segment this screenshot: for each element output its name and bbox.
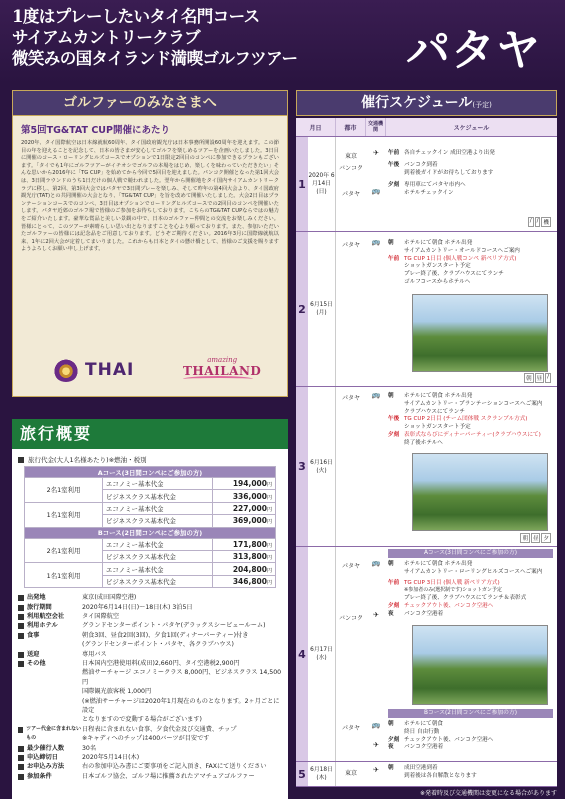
info-row xyxy=(18,593,282,602)
airplane-icon: ✈ xyxy=(373,149,379,157)
meal-indicators: 朝 昼 夕 xyxy=(520,533,551,543)
info-key: 旅行期間 xyxy=(18,603,82,612)
bullet-square-icon xyxy=(18,605,24,611)
info-key: 送迎 xyxy=(18,650,82,659)
price-caption-text: 旅行代金(大人1名様あたり)※燃油・税別 xyxy=(28,456,147,464)
sponsor-logos xyxy=(13,356,287,388)
greeting-subheading: 第5回TG&TAT CUP開催にあたり xyxy=(21,125,170,136)
title-line-3: 微笑みの国タイランド満喫ゴルフツアー xyxy=(12,49,298,68)
schedule-line: 朝 ホテルにて朝食 ホテル出発 xyxy=(388,561,473,567)
right-column xyxy=(296,90,557,787)
schedule-heading-text: 催行スケジュール xyxy=(361,95,473,111)
schedule-line: 午後 TG CUP 2日目 (チーム団体戦 スクランブル方式) xyxy=(388,416,528,423)
info-row xyxy=(18,744,282,753)
info-row xyxy=(18,725,282,744)
city-tokyo: 東京 xyxy=(344,770,357,777)
info-key: 申込締切日 xyxy=(18,753,82,762)
price-amount: 369,000円 xyxy=(213,515,276,527)
info-value: 右の参加申込み書にご要事項をご記入頂き、FAXにて送りください xyxy=(82,763,267,771)
city-pattaya: パタヤ xyxy=(341,563,360,570)
day-schedule xyxy=(388,150,553,198)
schedule-line: サイアムカントリー・オールドコースへご案内 xyxy=(404,247,520,254)
day-date: 6月18日 (木) xyxy=(308,762,336,786)
bus-icon: 🚌 xyxy=(371,391,381,399)
bus-icon: 🚌 xyxy=(371,187,381,195)
info-key: お申込み方法 xyxy=(18,762,82,771)
price-amount: 313,800円 xyxy=(213,550,276,562)
meal-indicators: 朝 昼 / xyxy=(526,374,549,382)
day-schedule xyxy=(388,765,553,781)
bullet-square-icon xyxy=(18,652,24,658)
info-value: 日程表に含まれない食事、夕食代金及び交通費、チップ ※キャディへのチップは400バーツが目安です xyxy=(82,725,237,743)
col-city: 都市 xyxy=(336,118,366,136)
day-row-5 xyxy=(296,761,557,787)
amazing-thailand-text: THAILAND xyxy=(183,364,262,378)
schedule-line: 到着後は各自解散となります xyxy=(404,772,477,779)
seat-class: ビジネスクラス基本代金 xyxy=(103,515,213,527)
info-value: グランドセンターポイント・パタヤ(デラックスシービュールーム) xyxy=(82,622,266,630)
price-row xyxy=(25,502,276,514)
bullet-square-icon xyxy=(18,661,24,667)
info-row xyxy=(18,753,282,762)
info-value: 朝食3回、昼食2回(3回)、夕食1回(ディナーパーティー)付き (グランドセンターポイント・パタヤ、各クラブハウス) xyxy=(82,631,249,649)
price-amount: 194,000円 xyxy=(213,478,276,490)
bullet-square-icon xyxy=(18,755,24,761)
col-schedule: スケジュール xyxy=(453,124,490,132)
bullet-square-icon xyxy=(18,746,24,752)
price-table xyxy=(24,466,276,588)
schedule-line: ショットガンスタート予定 xyxy=(404,263,471,270)
day-row-4 xyxy=(296,546,557,761)
schedule-line: ゴルフコースからホテルへ xyxy=(404,278,471,285)
bullet-square-icon xyxy=(18,764,24,770)
schedule-line: 夜 バンコク空港着 xyxy=(388,744,444,751)
day-date: 6月15日 (月) xyxy=(308,232,336,386)
day-number: 4 xyxy=(296,547,308,761)
overview-info xyxy=(18,593,282,781)
info-row xyxy=(18,603,282,612)
schedule-line: プレー終了後、クラブハウスにてランチ＆表彰式 xyxy=(404,595,527,602)
info-row xyxy=(18,631,282,650)
city-pattaya: パタヤ xyxy=(341,242,360,249)
bullet-square-icon xyxy=(18,457,24,463)
info-value: 東京(成田国際空港) xyxy=(82,594,137,602)
bullet-square-icon xyxy=(18,633,24,639)
info-row xyxy=(18,772,282,781)
price-row xyxy=(25,538,276,550)
info-row xyxy=(18,762,282,771)
schedule-line: 夜 バンコク空港着 xyxy=(388,610,444,617)
golf-course-photo xyxy=(412,294,548,372)
thai-airways-logo xyxy=(53,358,134,382)
price-amount: 336,000円 xyxy=(213,490,276,502)
room-type: 2名1室利用 xyxy=(25,538,103,563)
info-key: 利用航空会社 xyxy=(18,612,82,621)
price-amount: 171,800円 xyxy=(213,538,276,550)
col-date: 月日 xyxy=(296,118,336,136)
day-number: 3 xyxy=(296,387,308,546)
schedule-line: プレー終了後、クラブハウスにてランチ xyxy=(404,271,504,278)
info-row xyxy=(18,659,282,725)
price-caption xyxy=(18,455,282,464)
city-bangkok: バンコク xyxy=(338,165,363,172)
overview-heading: 旅行概要 xyxy=(12,419,288,449)
info-key: 出発地 xyxy=(18,593,82,602)
bullet-square-icon xyxy=(18,727,23,733)
destination-title: パタヤ xyxy=(406,25,541,76)
schedule-line: ※参加者のみ(選択制です)ショットガン予定 xyxy=(404,587,502,594)
day-schedule xyxy=(388,393,553,448)
bus-icon: 🚌 xyxy=(371,238,381,246)
info-value: 専用バス xyxy=(82,650,107,658)
title-line-1: 1度はプレーしたいタイ名門コース xyxy=(12,7,260,26)
seat-class: ビジネスクラス基本代金 xyxy=(103,550,213,562)
course-name: Bコース(2日間コンペにご参加の方) xyxy=(25,527,276,538)
amazing-small-text: amazing xyxy=(207,356,238,364)
day-date: 6月17日 (水) xyxy=(308,547,336,761)
day-number: 5 xyxy=(296,762,308,786)
day-row-3 xyxy=(296,386,557,546)
day-schedule xyxy=(388,240,553,287)
course-b-schedule xyxy=(388,721,553,752)
schedule-column-headers xyxy=(296,118,557,136)
golf-course-photo xyxy=(412,625,548,705)
schedule-line: クラブハウスにてランチ xyxy=(404,408,465,415)
schedule-line: 午前 TG CUP 3日目 (個人戦 新ペリア方式) xyxy=(388,579,500,586)
greeting-box xyxy=(12,116,288,397)
info-row xyxy=(18,612,282,621)
airplane-icon: ✈ xyxy=(373,611,379,619)
schedule-heading xyxy=(296,90,557,116)
left-column xyxy=(12,90,288,799)
seat-class: エコノミー基本代金 xyxy=(103,502,213,514)
bus-icon: 🚌 xyxy=(371,559,381,567)
schedule-footnote: ※発着時及び交通機関は変更になる場合があります xyxy=(419,790,557,797)
schedule-line: サイアムカントリー・プランテーションコースへご案内 xyxy=(404,400,543,407)
schedule-line: 夕刻 専用車にてパタヤ市内へ xyxy=(388,182,466,189)
info-key: その他 xyxy=(18,659,82,725)
course-name: Aコース(3日間コンペにご参加の方) xyxy=(25,467,276,478)
seat-class: ビジネスクラス基本代金 xyxy=(103,575,213,587)
schedule-line: 朝 ホテルにて朝食 ホテル出発 xyxy=(388,393,473,399)
seat-class: ビジネスクラス基本代金 xyxy=(103,490,213,502)
golf-course-photo xyxy=(412,453,548,531)
schedule-line: 夕刻 チェックアウト後、バンコク空港へ xyxy=(388,736,494,743)
day-number: 2 xyxy=(296,232,308,386)
course-b-bar: Bコース(2日間コンペにご参加の方) xyxy=(388,709,553,718)
bullet-square-icon xyxy=(18,623,24,629)
schedule-line: 終了後ホテルへ xyxy=(404,439,443,446)
info-value: 2020年6月14日(日)〜18日(木) 3泊5日 xyxy=(82,603,193,611)
schedule-line: ショットガンスタート予定 xyxy=(404,424,471,431)
bullet-square-icon xyxy=(18,614,24,620)
price-amount: 346,800円 xyxy=(213,575,276,587)
room-type: 2名1室利用 xyxy=(25,478,103,503)
overview-box xyxy=(12,449,288,799)
info-value: 日本国内空港使用料(成田)2,660円、タイ空港税2,900円 燃油サーチャージ エコノミークラス 8,000円、ビジネスクラス 14,500円 国際観光旅客税 1,000円 (※燃油サーチャージは2020年1月現在のものとなります。2ヶ月ごとに設定 となりますので変動する場合がございます) xyxy=(82,659,282,724)
schedule-line: 夕刻 チェックアウト後、バンコク空港へ xyxy=(388,602,494,609)
price-row xyxy=(25,563,276,575)
seat-class: エコノミー基本代金 xyxy=(103,478,213,490)
day-number: 1 xyxy=(296,137,308,231)
city-tokyo: 東京 xyxy=(344,153,357,160)
schedule-line: 夕刻 表彰式ならびにディナーパーティー(クラブハウスにて) xyxy=(388,431,541,438)
thai-logo-text: THAI xyxy=(85,360,135,380)
info-row xyxy=(18,621,282,630)
info-key: 最少催行人数 xyxy=(18,744,82,753)
meal-indicators: / / 機 xyxy=(529,218,549,226)
course-header-row xyxy=(25,527,276,538)
bullet-square-icon xyxy=(18,774,24,780)
info-key: 利用ホテル xyxy=(18,621,82,630)
price-amount: 204,800円 xyxy=(213,563,276,575)
amazing-thailand-logo xyxy=(183,356,261,382)
city-pattaya: パタヤ xyxy=(341,191,360,198)
schedule-line: 午前 TG CUP 1日目 (個人戦コンペ 新ペリア方式) xyxy=(388,255,517,262)
day-row-1 xyxy=(296,136,557,231)
room-type: 1名1室利用 xyxy=(25,563,103,588)
course-header-row xyxy=(25,467,276,478)
city-pattaya: パタヤ xyxy=(341,395,360,402)
seat-class: エコノミー基本代金 xyxy=(103,563,213,575)
header-titles xyxy=(12,6,297,69)
schedule-line: 午後 バンコク到着 xyxy=(388,161,438,168)
info-value: 日本ゴルフ協会、ゴルフ場に推薦されたアマチュアゴルファー xyxy=(82,772,255,780)
schedule-line: 朝 成田空港到着 xyxy=(388,765,438,771)
day-date: 6月16日 (火) xyxy=(308,387,336,546)
schedule-line: ホテルチェックイン xyxy=(404,190,454,197)
info-key: 食事 xyxy=(18,631,82,650)
bullet-square-icon xyxy=(18,595,24,601)
title-line-2: サイアムカントリークラブ xyxy=(12,28,200,47)
schedule-line: 朝 ホテルにて朝食 ホテル出発 xyxy=(388,240,473,246)
info-value: タイ国際航空 xyxy=(82,612,120,620)
info-value: 30名 xyxy=(82,744,97,752)
schedule-line: サイアムカントリー・ローリングヒルズコースへご案内 xyxy=(404,568,543,575)
schedule-heading-note: (予定) xyxy=(472,101,492,109)
room-type: 1名1室利用 xyxy=(25,502,103,527)
schedule-line: 終日 自由行動 xyxy=(404,728,440,735)
city-pattaya: パタヤ xyxy=(341,725,360,732)
greeting-body: 2020年、タイ国際航空は日本線就航60周年、タイ国政府観光庁は日本事務所開設60周年を迎えます。この節目の年を迎えることを記念して、日本の皆さまが安心してゴルフを楽しめるツアーを企画いたしました。3日目に開催のコース・ローリングヒルズコースでオプションで1日限定2回目のコンペに参加できるプランもございます。「タイでも1年にゴルフツアーがイチオシでゴルフの本場をはじめ、楽しくを味わっていただきたい」そんな思いから2016年に「TG CUP」を始めてから今回で5回目を迎えました。パンコク開催となった第1回大会は、3日間ラウンドのうち1日だけの個人戦で競われました。翌年から開催地をタイ国内サイアムカントリークラブに移し、第2回、第3回大会ではパタヤで3日間プレーを楽しみ、そして昨年の第4回大会より、タイ国政府観光庁(TAT)との共同開催の大会となり、「TG&TAT CUP」を旨を改めて開催いたしました。大会2日目はプランテーションコースでのコンペ、3日目はオプションでローリングヒルズコースでの2回目のコンペを開催いたします。パタヤ近郊のゴルフ場で皆様のご参加をお待ちしております。こちらのTG&TAT CUPならではの魅力をご紹介いたします。豪華な賞品と美しい景観の中で、日本のゴルファー仲間との交流をお楽しみください。皆様にとって、このツアーが素晴らしい思い出となりますことを心より願っております。また、参加いただいたゴルファーの皆様には記念品をご用意しております。どうぞご期待ください。2016年3月に国際線就航以来、1年に2回大会が定着してまいりました。これからも日本とタイの懸け橋として、皆様のご支援を賜りますようよろしくお願い申し上げます。 xyxy=(21,140,279,253)
day-row-2 xyxy=(296,231,557,386)
airplane-icon: ✈ xyxy=(373,766,379,774)
price-row xyxy=(25,478,276,490)
price-amount: 227,000円 xyxy=(213,502,276,514)
course-a-bar: Aコース(3日間コンペにご参加の方) xyxy=(388,549,553,558)
info-row xyxy=(18,650,282,659)
orchid-icon xyxy=(53,358,79,382)
course-a-schedule xyxy=(388,561,553,619)
info-value: 2020年5月14日(木) xyxy=(82,754,140,762)
info-key: ツアー代金に含まれないもの xyxy=(18,725,82,744)
greeting-heading: ゴルファーのみなさまへ xyxy=(12,90,288,116)
header xyxy=(0,0,565,84)
schedule-table xyxy=(296,118,557,787)
schedule-line: 午前 各自チェックイン 成田空港より出発 xyxy=(388,150,495,156)
day-date: 2020年 6月14日 (日) xyxy=(308,137,336,231)
city-bangkok: バンコク xyxy=(338,615,363,622)
schedule-line: 到着後ガイドがお待ちしております xyxy=(404,169,494,176)
col-transport: 交通機関 xyxy=(366,118,386,136)
seat-class: エコノミー基本代金 xyxy=(103,538,213,550)
schedule-line: 朝 ホテルにて朝食 xyxy=(388,721,443,727)
bus-icon: 🚌 xyxy=(371,721,381,729)
info-key: 参加条件 xyxy=(18,772,82,781)
airplane-icon: ✈ xyxy=(373,741,379,749)
